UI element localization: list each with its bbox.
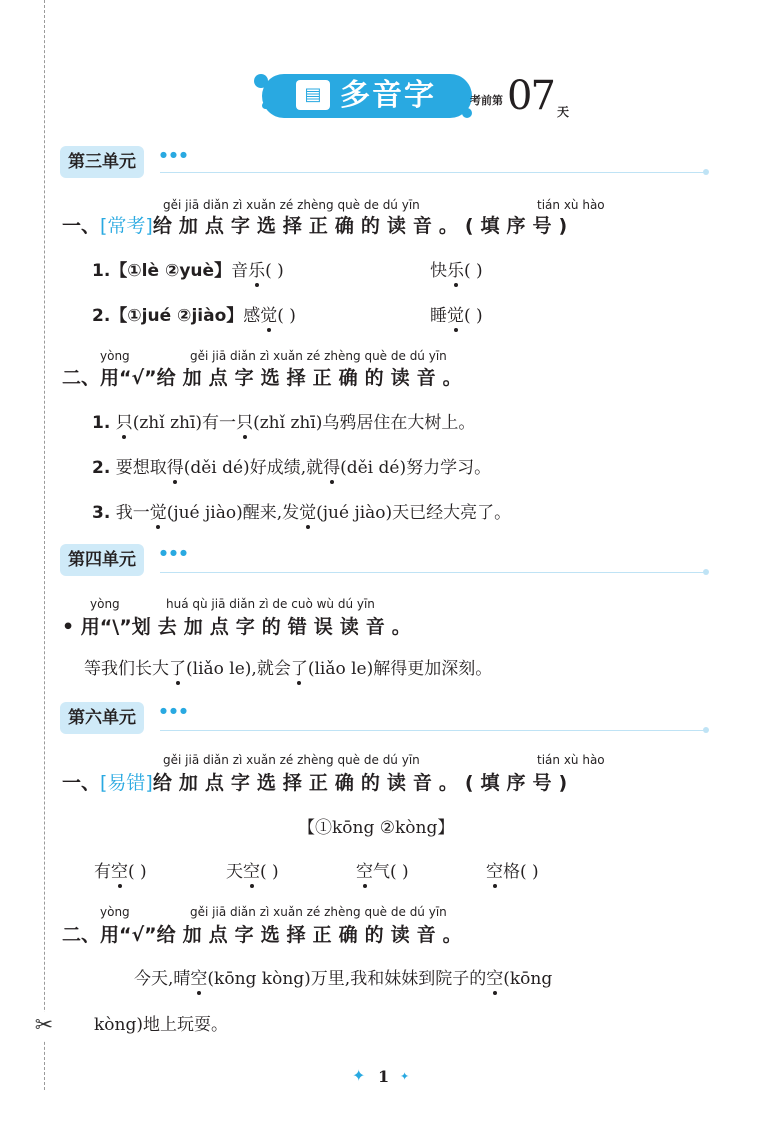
day-number: 07: [507, 73, 554, 119]
page-number: 1: [378, 1067, 390, 1086]
dotted-char: 觉: [149, 503, 167, 523]
star-icon: ✦: [400, 1070, 410, 1083]
section-decor-dots: ●●●: [160, 706, 190, 715]
dotted-char: 乐: [447, 261, 464, 281]
dotted-char: 空: [356, 862, 373, 882]
question-lead: 用“\”: [80, 616, 132, 638]
question-number: 二、: [62, 367, 101, 389]
answer-blank[interactable]: ( ): [277, 306, 296, 326]
section-divider-end: [703, 727, 709, 733]
section-title-unit6: 第六单元: [60, 702, 144, 734]
section-decor-dots: ●●●: [160, 150, 190, 159]
answer-blank[interactable]: ( ): [260, 862, 279, 882]
pinyin-line: yòng: [90, 597, 120, 611]
dotted-char: 觉: [299, 503, 317, 523]
section-title-unit3: 第三单元: [60, 146, 144, 178]
pinyin-line: huá qù jiā diǎn zì de cuò wù dú yīn: [166, 597, 375, 611]
question-item: 1.【①lè ②yuè】音乐( ): [92, 261, 284, 281]
question-item: 快乐( ): [430, 261, 483, 281]
question-text: 给加点字选择正确的读音。(填序号): [152, 772, 575, 794]
question-item: [486, 860, 539, 884]
question-text: 给加点字选择正确的读音。(填序号): [152, 215, 575, 237]
scissors-icon: ✂: [30, 1012, 58, 1040]
dotted-char: 了: [290, 659, 308, 679]
question-heading: [62, 922, 469, 948]
section-divider: [160, 172, 708, 173]
item-options: 1.【①lè ②yuè】: [92, 261, 232, 281]
section-divider-end: [703, 569, 709, 575]
question-item: 天空( ): [226, 862, 279, 882]
answer-blank[interactable]: ( ): [128, 862, 147, 882]
question-heading: [62, 365, 469, 391]
pinyin-line: yòng: [100, 349, 130, 363]
pinyin-line: gěi jiā diǎn zì xuǎn zé zhèng què de dú yīn: [190, 349, 447, 363]
day-suffix: 天: [557, 105, 570, 119]
question-lead: 用“√”: [100, 924, 157, 946]
answer-blank[interactable]: 气( ): [373, 862, 409, 882]
section-divider: [160, 730, 708, 731]
answer-blank[interactable]: ( ): [464, 261, 483, 281]
day-prefix: 考前第: [470, 94, 503, 107]
question-text: 给加点字选择正确的读音。: [156, 924, 469, 946]
dotted-char: 空: [486, 969, 504, 989]
question-text: 划去加点字的错误读音。: [131, 616, 418, 638]
dotted-char: 空: [243, 862, 260, 882]
dotted-char: 乐: [248, 261, 266, 281]
question-number: 一、: [62, 772, 101, 794]
dotted-char: 空: [190, 969, 208, 989]
page-title: 多音字: [340, 78, 436, 113]
item-options: 2.【①jué ②jiào】: [92, 306, 244, 326]
dotted-char: 了: [169, 659, 186, 679]
section-divider: [160, 572, 708, 573]
dotted-char: 觉: [260, 306, 278, 326]
dotted-char: 只: [236, 413, 254, 433]
question-tag: [易错]: [100, 772, 153, 794]
question-item: 1. 只(zhǐ zhī)有一只(zhǐ zhī)乌鸦居住在大树上。: [92, 413, 476, 433]
question-item: 睡觉( ): [430, 306, 483, 326]
dotted-char: 得: [323, 458, 341, 478]
question-item: 2. 要想取得(děi dé)好成绩,就得(děi dé)努力学习。: [92, 458, 492, 478]
question-item: 等我们长大了(liǎo le),就会了(liǎo le)解得更加深刻。: [84, 659, 493, 679]
dotted-char: 只: [115, 413, 133, 433]
question-heading: [62, 614, 418, 640]
dotted-char: 空: [111, 862, 128, 882]
pinyin-line: yòng: [100, 905, 130, 919]
question-heading: [62, 213, 574, 239]
dotted-char: 得: [166, 458, 184, 478]
book-icon: ▤: [296, 80, 330, 110]
section-decor-dots: ●●●: [160, 548, 190, 557]
question-item: [356, 860, 409, 884]
answer-blank[interactable]: ( ): [464, 306, 483, 326]
question-number: 二、: [62, 924, 101, 946]
pinyin-line: gěi jiā diǎn zì xuǎn zé zhèng què de dú yīn: [163, 753, 420, 767]
question-item-continued: kòng)地上玩耍。: [94, 1015, 228, 1035]
question-tag: [常考]: [100, 215, 153, 237]
question-item: 今天,晴空(kōng kòng)万里,我和妹妹到院子的空(kōng: [134, 969, 553, 989]
pinyin-line: gěi jiā diǎn zì xuǎn zé zhèng què de dú yīn: [190, 905, 447, 919]
pinyin-line: gěi jiā diǎn zì xuǎn zé zhèng què de dú yīn: [163, 198, 420, 212]
pinyin-line: tián xù hào: [537, 753, 605, 767]
question-item: 2.【①jué ②jiào】感觉( ): [92, 306, 296, 326]
question-heading: [62, 770, 574, 796]
question-number: 一、: [62, 215, 101, 237]
question-item: 3. 我一觉(jué jiào)醒来,发觉(jué jiào)天已经大亮了。: [92, 503, 512, 523]
pinyin-line: tián xù hào: [537, 198, 605, 212]
header-decor-dot: [462, 108, 472, 118]
dotted-char: 空: [486, 862, 503, 882]
question-bullet: •: [62, 616, 75, 638]
options-line: 【①kōng ②kòng】: [298, 818, 455, 838]
section-divider-end: [703, 169, 709, 175]
answer-blank[interactable]: ( ): [265, 261, 284, 281]
section-title-unit4: 第四单元: [60, 544, 144, 576]
question-text: 给加点字选择正确的读音。: [156, 367, 469, 389]
star-icon: ✦: [352, 1066, 366, 1085]
dotted-char: 觉: [447, 306, 464, 326]
cut-line: [44, 0, 45, 1090]
question-lead: 用“√”: [100, 367, 157, 389]
answer-blank[interactable]: 格( ): [503, 862, 539, 882]
question-item: 有空( ): [94, 862, 147, 882]
